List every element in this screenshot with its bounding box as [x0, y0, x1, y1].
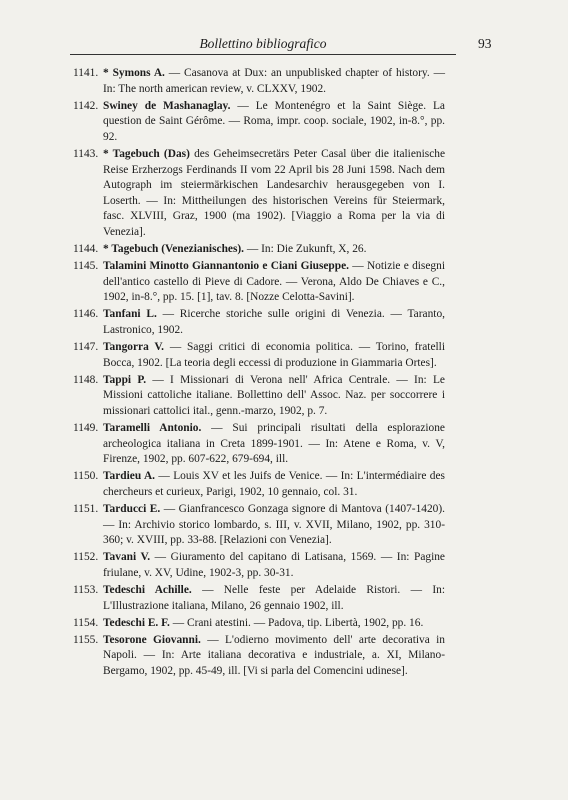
entry-author: Swiney de Mashanaglay. [103, 99, 231, 112]
entry-number: 1147. [73, 341, 99, 354]
entry-number: 1152. [73, 551, 99, 564]
entry-text: des Geheimsecretärs Peter Casal über die italienische Reise Erzherzogs Ferdinands II vom 22 April bis 28 Juni 1598. Nach dem Autograph im steiermärkischen Landesarchiv herausgegeben von I. Loserth. — In: Mittheilungen des historischen Vereins für Steiermark, fasc. XLVIII, Graz, 1900 (ma 1902). [Viaggio a Roma per la via di Venezia]. [103, 147, 446, 238]
entry-author: Tangorra V. [103, 341, 164, 354]
page-number: 93 [478, 36, 492, 51]
bibliography-entry [73, 373, 445, 420]
entry-number: 1154. [73, 616, 99, 629]
entry-number: 1149. [73, 422, 99, 435]
entry-text: — Casanova at Dux: an unpublisked chapter of history. — In: The north american review, v. CLXXV, 1902. [103, 67, 445, 95]
entry-author: Talamini Minotto Giannantonio e Ciani Giuseppe. [103, 260, 350, 273]
bibliography-entry [73, 583, 445, 614]
entry-number: 1146. [73, 308, 99, 321]
bibliography-entry [73, 421, 445, 468]
entry-text: — Crani atestini. — Padova, tip. Libertà, 1902, pp. 16. [169, 616, 424, 629]
bibliography-entry [73, 259, 445, 306]
entry-number: 1142. [73, 99, 99, 112]
bibliography-entry [73, 147, 445, 241]
entry-author: Tedeschi E. F. [103, 616, 170, 629]
entry-text: — In: Die Zukunft, X, 26. [244, 243, 367, 256]
bibliography-entry [73, 616, 445, 632]
bibliography-entry [73, 550, 445, 581]
entry-text: — Notizie e disegni dell'antico castello di Pieve di Cadore. — Verona, Aldo De Chiaves e C., 1902, in-8.°, pp. 15. [1], tav. 8. [Nozze Celotta-Savini]. [103, 260, 445, 304]
entry-text: — L'odierno movimento dell' arte decorativa in Napoli. — In: Arte italiana decorativa e industriale, a. XI, Milano-Bergamo, 1902, pp. 45-49, ill. [Vi si parla del Comencini udinese]. [103, 633, 446, 677]
running-header [70, 34, 492, 55]
entry-text: — Sui principali risultati della esplorazione archeologica italiana in Creta 1899-1901. — In: Atene e Roma, v. V, Firenze, 1902, pp. 607-622, 679-694, ill. [103, 422, 445, 466]
entry-author: Tarducci E. [103, 503, 161, 516]
entry-author: Tanfani L. [103, 308, 157, 321]
bibliography-entry [73, 242, 445, 258]
journal-title: Bollettino bibliografico [199, 36, 327, 51]
entry-author: * Symons A. [103, 67, 165, 79]
entry-number: 1155. [73, 633, 99, 646]
entry-number: 1153. [73, 584, 99, 596]
entry-number: 1150. [73, 470, 99, 483]
bibliography-entry [73, 99, 445, 146]
entry-text: — Le Montenégro et la Saint Siège. La question de Saint Gérôme. — Roma, impr. coop. sociale, 1902, in-8.°, pp. 92. [103, 99, 445, 143]
bibliography-entry [73, 340, 445, 371]
entry-number: 1151. [73, 503, 99, 516]
entry-author: * Tagebuch (Das) [103, 147, 190, 160]
bibliography-entry [73, 66, 445, 97]
entry-number: 1143. [73, 147, 99, 160]
entry-author: Tesorone Giovanni. [103, 633, 201, 646]
entry-number: 1144. [73, 243, 99, 256]
entry-text: — Gianfrancesco Gonzaga signore di Mantova (1407-1420). — In: Archivio storico lombardo, s. III, v. XVII, Milano, 1902, pp. 310-360; v. XVIII, pp. 33-88. [Relazioni con Venezia]. [103, 503, 446, 547]
bibliography-entry [73, 502, 445, 549]
entry-text: — Nelle feste per Adelaide Ristori. — In: L'Illustrazione italiana, Milano, 26 gennaio 1902, ill. [103, 584, 445, 612]
entry-number: 1148. [73, 373, 99, 386]
entry-author: Tappi P. [103, 373, 147, 386]
bibliography-entry [73, 469, 445, 500]
bibliography-list [73, 66, 445, 681]
bibliography-entry [73, 307, 445, 338]
entry-text: — Giuramento del capitano di Latisana, 1569. — In: Pagine friulane, v. XV, Udine, 1902-3, pp. 30-31. [103, 551, 445, 579]
entry-author: Taramelli Antonio. [103, 422, 202, 435]
entry-text: — Saggi critici di economia politica. — Torino, fratelli Bocca, 1902. [La teoria degli eccessi di produzione in Giammaria Ortes]. [103, 341, 445, 369]
entry-text: — Louis XV et les Juifs de Venice. — In: L'intermédiaire des chercheurs et curieux, Parigi, 1902, 10 gennaio, col. 31. [103, 470, 445, 498]
entry-text: — Ricerche storiche sulle origini di Venezia. — Taranto, Lastronico, 1902. [103, 308, 445, 336]
entry-number: 1141. [73, 67, 99, 79]
entry-author: Tavani V. [103, 551, 151, 564]
entry-author: Tedeschi Achille. [103, 584, 192, 596]
entry-author: Tardieu A. [103, 470, 156, 483]
bibliography-entry [73, 633, 445, 680]
entry-text: — I Missionari di Verona nell' Africa Centrale. — In: Le Missioni cattoliche italiane. Bollettino dell' Assoc. Naz. per soccorrere i missionari cattolici ital., genn.-marzo, 1902, p. 7. [103, 373, 445, 417]
entry-author: * Tagebuch (Venezianisches). [103, 243, 245, 256]
entry-number: 1145. [73, 260, 99, 273]
